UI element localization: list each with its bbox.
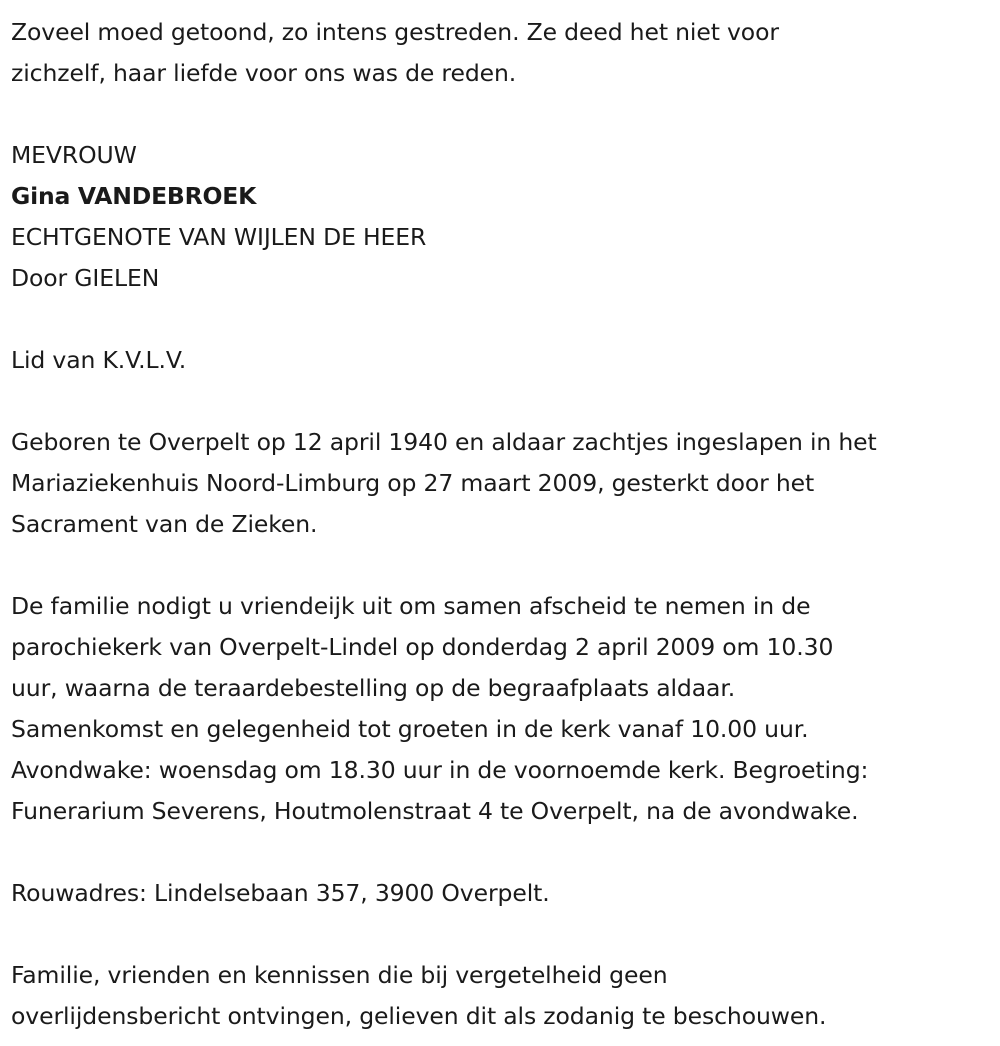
- spouse-name: Door GIELEN: [11, 264, 160, 292]
- verse-block: [11, 12, 992, 94]
- life-line-1: Geboren te Overpelt op 12 april 1940 en aldaar zachtjes ingeslapen in het: [11, 428, 877, 456]
- service-line-3: uur, waarna de teraardebestelling op de begraafplaats aldaar.: [11, 674, 736, 702]
- service-line-4: Samenkomst en gelegenheid tot groeten in de kerk vanaf 10.00 uur.: [11, 715, 809, 743]
- service-line-5: Avondwake: woensdag om 18.30 uur in de voornoemde kerk. Begroeting:: [11, 756, 869, 784]
- service-line-6: Funerarium Severens, Houtmolenstraat 4 te Overpelt, na de avondwake.: [11, 797, 859, 825]
- honorific-title: MEVROUW: [11, 141, 137, 169]
- closing-line-2: overlijdensbericht ontvingen, gelieven dit als zodanig te beschouwen.: [11, 1002, 827, 1030]
- membership-block: [11, 340, 992, 381]
- deceased-name: Gina VANDEBROEK: [11, 182, 257, 210]
- verse-line-1: Zoveel moed getoond, zo intens gestreden. Ze deed het niet voor: [11, 18, 779, 46]
- life-line-3: Sacrament van de Zieken.: [11, 510, 318, 538]
- service-line-1: De familie nodigt u vriendeijk uit om samen afscheid te nemen in de: [11, 592, 811, 620]
- mourning-address-block: [11, 873, 992, 914]
- life-line-2: Mariaziekenhuis Noord-Limburg op 27 maart 2009, gesterkt door het: [11, 469, 815, 497]
- identity-block: [11, 135, 992, 299]
- service-details-block: [11, 586, 992, 832]
- life-details-block: [11, 422, 992, 545]
- closing-note-block: [11, 955, 992, 1037]
- relation-label: ECHTGENOTE VAN WIJLEN DE HEER: [11, 223, 427, 251]
- service-line-2: parochiekerk van Overpelt-Lindel op donderdag 2 april 2009 om 10.30: [11, 633, 834, 661]
- mourning-address-line: Rouwadres: Lindelsebaan 357, 3900 Overpelt.: [11, 879, 550, 907]
- verse-line-2: zichzelf, haar liefde voor ons was de reden.: [11, 59, 517, 87]
- closing-line-1: Familie, vrienden en kennissen die bij vergetelheid geen: [11, 961, 668, 989]
- membership-line: Lid van K.V.L.V.: [11, 346, 187, 374]
